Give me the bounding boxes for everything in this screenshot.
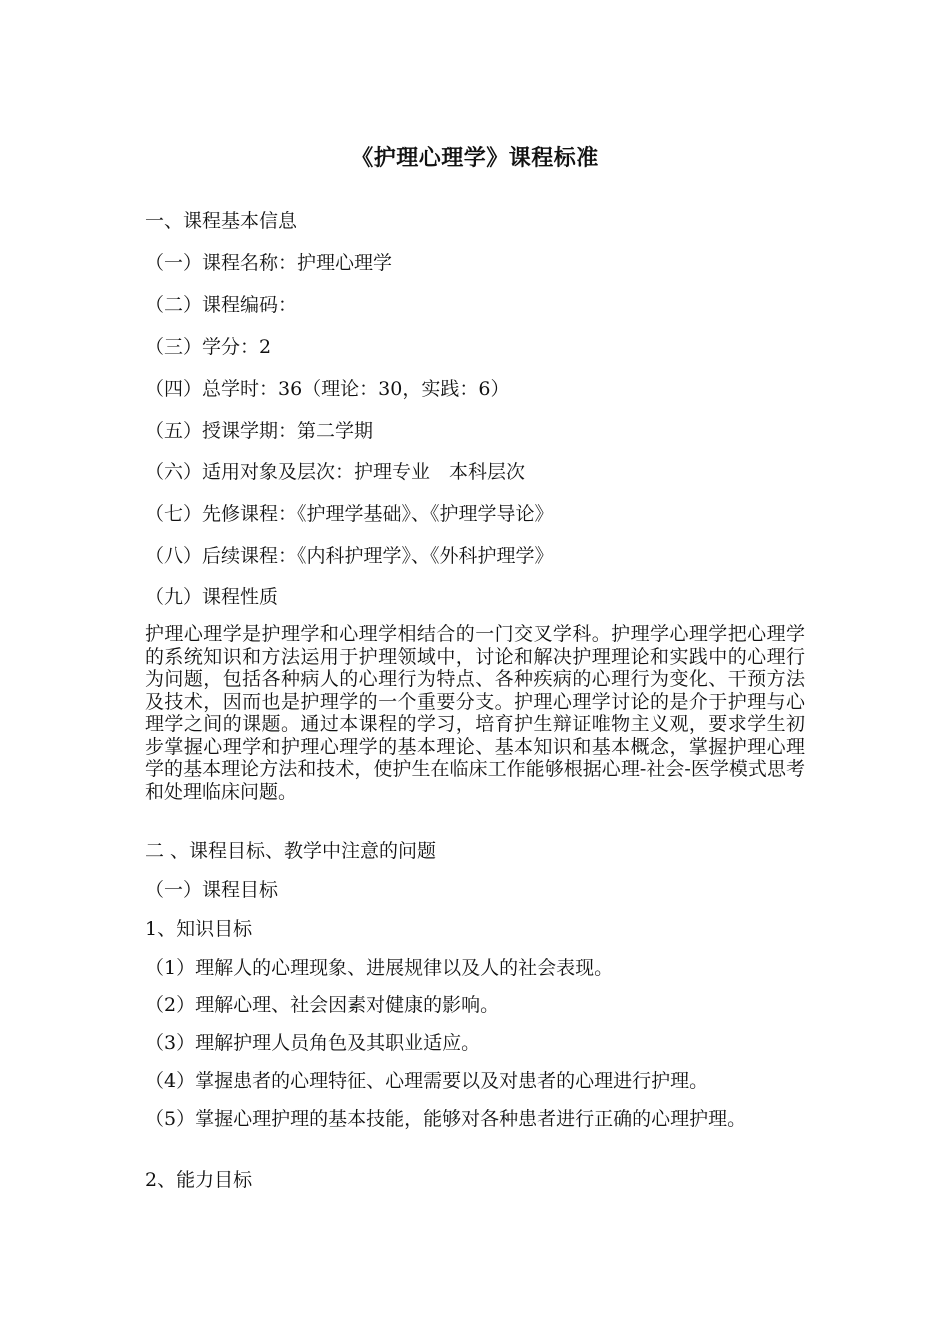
knowledge-goal-item: （3）理解护理人员角色及其职业适应。: [145, 1032, 481, 1054]
document-title: 《护理心理学》课程标准: [351, 145, 599, 171]
info-item-total-hours: （四）总学时：36（理论：30，实践：6）: [145, 378, 510, 400]
knowledge-goals-heading: 1、知识目标: [145, 918, 253, 940]
knowledge-goal-item: （5）掌握心理护理的基本技能，能够对各种患者进行正确的心理护理。: [145, 1108, 747, 1130]
info-item-prerequisites: （七）先修课程：《护理学基础》、《护理学导论》: [145, 503, 554, 525]
knowledge-goal-item: （4）掌握患者的心理特征、心理需要以及对患者的心理进行护理。: [145, 1070, 709, 1092]
info-item-credits: （三）学分：2: [145, 336, 272, 358]
info-item-audience: （六）适用对象及层次：护理专业 本科层次: [145, 461, 526, 483]
section-heading-basic-info: 一、课程基本信息: [145, 210, 298, 232]
knowledge-goal-item: （2）理解心理、社会因素对健康的影响。: [145, 994, 500, 1016]
section-heading-course-goals: 二 、课程目标、教学中注意的问题: [145, 840, 437, 862]
info-item-follow-up-courses: （八）后续课程：《内科护理学》、《外科护理学》: [145, 545, 554, 567]
info-item-course-name: （一）课程名称：护理心理学: [145, 252, 393, 274]
ability-goals-heading: 2、能力目标: [145, 1169, 253, 1191]
info-item-course-code: （二）课程编码：: [145, 294, 298, 316]
info-item-course-nature: （九）课程性质: [145, 586, 279, 608]
info-item-semester: （五）授课学期：第二学期: [145, 420, 374, 442]
sub-heading-course-goals: （一）课程目标: [145, 879, 279, 901]
knowledge-goal-item: （1）理解人的心理现象、进展规律以及人的社会表现。: [145, 957, 614, 979]
course-nature-paragraph: 护理心理学是护理学和心理学相结合的一门交叉学科。护理学心理学把心理学的系统知识和方法运用于护理领域中，讨论和解决护理理论和实践中的心理行为问题，包括各种病人的心理行为特点、各种疾病的心理行为变化、干预方法及技术，因而也是护理学的一个重要分支。护理心理学讨论的是介于护理与心理学之间的课题。通过本课程的学习，培育护生辩证唯物主义观，要求学生初步掌握心理学和护理心理学的基本理论、基本知识和基本概念，掌握护理心理学的基本理论方法和技术，使护生在临床工作能够根据心理-社会-医学模式思考和处理临床问题。: [145, 623, 805, 803]
